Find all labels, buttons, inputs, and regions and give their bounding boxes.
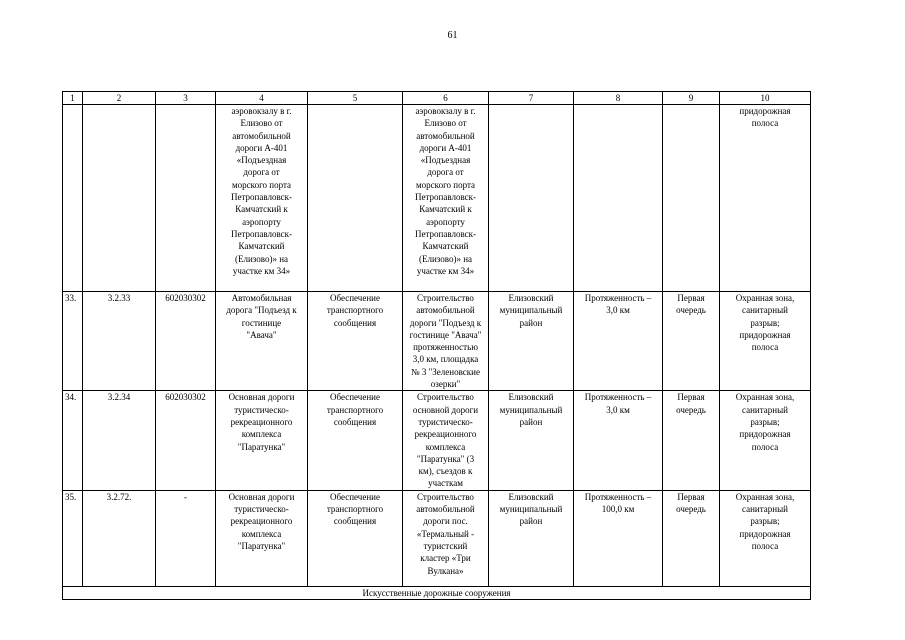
cell-text: аэровокзалу в г. Елизово от автомобильной дороги А-401 «Подъездная дорога от морского порта Петропавловск- Камчатский к аэропорту Петропавловск- Камчатский (Елизово)» на участке км 34» — [414, 106, 477, 276]
row-number-cell — [63, 391, 83, 490]
row-code-cell — [83, 391, 156, 490]
row-code-cell — [83, 105, 156, 292]
cell-text: 3.2.72. — [106, 491, 132, 502]
object-location-cell — [489, 292, 574, 391]
cell-text: 602030302 — [165, 392, 206, 403]
object-stage-cell — [663, 292, 720, 391]
column-number: 6 — [403, 92, 489, 105]
object-description-cell — [403, 391, 489, 490]
cell-text: Протяженность – 3,0 км — [584, 392, 652, 415]
object-characteristics-cell — [574, 490, 663, 586]
cell-text: Первая очередь — [676, 293, 706, 316]
object-stage-cell — [663, 391, 720, 490]
table-body — [63, 92, 811, 600]
objects-table — [62, 91, 811, 600]
row-code-cell — [83, 292, 156, 391]
cell-text: Автомобильная дорога "Подъезд к гостинице "Авача" — [226, 293, 297, 340]
section-caption-row — [63, 586, 811, 599]
cell-text: Основная дороги туристическо- рекреационного комплекса "Паратунка" — [228, 491, 295, 551]
row-number-cell — [63, 292, 83, 391]
object-description-cell — [403, 292, 489, 391]
object-name-cell — [216, 292, 308, 391]
object-zones-cell — [720, 105, 811, 292]
object-characteristics-cell — [574, 292, 663, 391]
object-purpose-cell — [308, 391, 403, 490]
column-number: 4 — [216, 92, 308, 105]
column-number: 5 — [308, 92, 403, 105]
column-number: 3 — [156, 92, 216, 105]
object-purpose-cell — [308, 105, 403, 292]
cell-text: Обеспечение транспортного сообщения — [326, 293, 384, 328]
row-code-cell — [83, 490, 156, 586]
cell-text: Протяженность – 3,0 км — [584, 293, 652, 316]
object-zones-cell — [720, 490, 811, 586]
cell-text: Обеспечение транспортного сообщения — [326, 491, 384, 527]
column-number: 8 — [574, 92, 663, 105]
cell-text: 3.2.34 — [107, 392, 131, 403]
object-zones-cell — [720, 391, 811, 490]
object-description-cell — [403, 490, 489, 586]
object-location-cell — [489, 105, 574, 292]
row-number-cell — [63, 105, 83, 292]
row-id-cell — [156, 292, 216, 391]
object-zones-cell — [720, 292, 811, 391]
column-number: 7 — [489, 92, 574, 105]
cell-text: - — [184, 491, 187, 502]
cell-text: Основная дороги туристическо- рекреационного комплекса "Паратунка" — [228, 392, 295, 452]
column-number-row — [63, 92, 811, 105]
cell-text: 3.2.33 — [107, 293, 131, 303]
object-stage-cell — [663, 105, 720, 292]
table-row — [63, 105, 811, 292]
cell-text: придорожная полоса — [739, 106, 791, 129]
cell-text: Протяженность – 100,0 км — [584, 491, 652, 515]
object-location-cell — [489, 490, 574, 586]
column-number: 1 — [63, 92, 83, 105]
cell-text: Охранная зона, санитарный разрыв; придорожная полоса — [735, 491, 795, 551]
object-location-cell — [489, 391, 574, 490]
object-characteristics-cell — [574, 105, 663, 292]
page-number: 61 — [447, 30, 458, 41]
object-purpose-cell — [308, 292, 403, 391]
object-stage-cell — [663, 490, 720, 586]
object-description-cell — [403, 105, 489, 292]
row-number-cell — [63, 490, 83, 586]
object-characteristics-cell — [574, 391, 663, 490]
row-id-cell — [156, 490, 216, 586]
cell-text: Строительство основной дороги туристическо- рекреационного комплекса "Паратунка" (3 км), съездов к участкам — [412, 392, 479, 489]
table-row — [63, 490, 811, 586]
cell-text: 35. — [65, 491, 77, 502]
cell-text: аэровокзалу в г. Елизово от автомобильной дороги А-401 «Подъездная дорога от морского порта Петропавловск- Камчатский к аэропорту Петропавловск- Камчатский (Елизово)» на участке км 34» — [230, 106, 293, 276]
object-name-cell — [216, 391, 308, 490]
object-name-cell — [216, 490, 308, 586]
cell-text: Елизовский муниципальный район — [499, 392, 563, 427]
table-row — [63, 292, 811, 391]
cell-text: Охранная зона, санитарный разрыв; придорожная полоса — [735, 293, 795, 353]
section-caption: Искусственные дорожные сооружения — [63, 586, 811, 599]
cell-text: Елизовский муниципальный район — [499, 491, 563, 527]
object-name-cell — [216, 105, 308, 292]
cell-text: Первая очередь — [676, 392, 706, 415]
cell-text: 602030302 — [165, 293, 206, 303]
cell-text: Первая очередь — [676, 491, 706, 515]
cell-text: Строительство автомобильной дороги "Подъезд к гостинице "Авача" протяженностью 3,0 км, площадка № 3 "Зеленовские озерки" — [409, 293, 482, 390]
cell-text: 34. — [65, 392, 77, 403]
cell-text: 33. — [65, 293, 77, 303]
cell-text: Строительство автомобильной дороги пос. «Термальный - туристский кластер «Три Вулкана» — [416, 491, 475, 576]
row-id-cell — [156, 105, 216, 292]
column-number: 9 — [663, 92, 720, 105]
cell-text: Обеспечение транспортного сообщения — [326, 392, 384, 427]
object-purpose-cell — [308, 490, 403, 586]
row-id-cell — [156, 391, 216, 490]
table-row — [63, 391, 811, 490]
cell-text: Охранная зона, санитарный разрыв; придорожная полоса — [735, 392, 795, 452]
column-number: 10 — [720, 92, 811, 105]
cell-text: Елизовский муниципальный район — [499, 293, 563, 328]
column-number: 2 — [83, 92, 156, 105]
